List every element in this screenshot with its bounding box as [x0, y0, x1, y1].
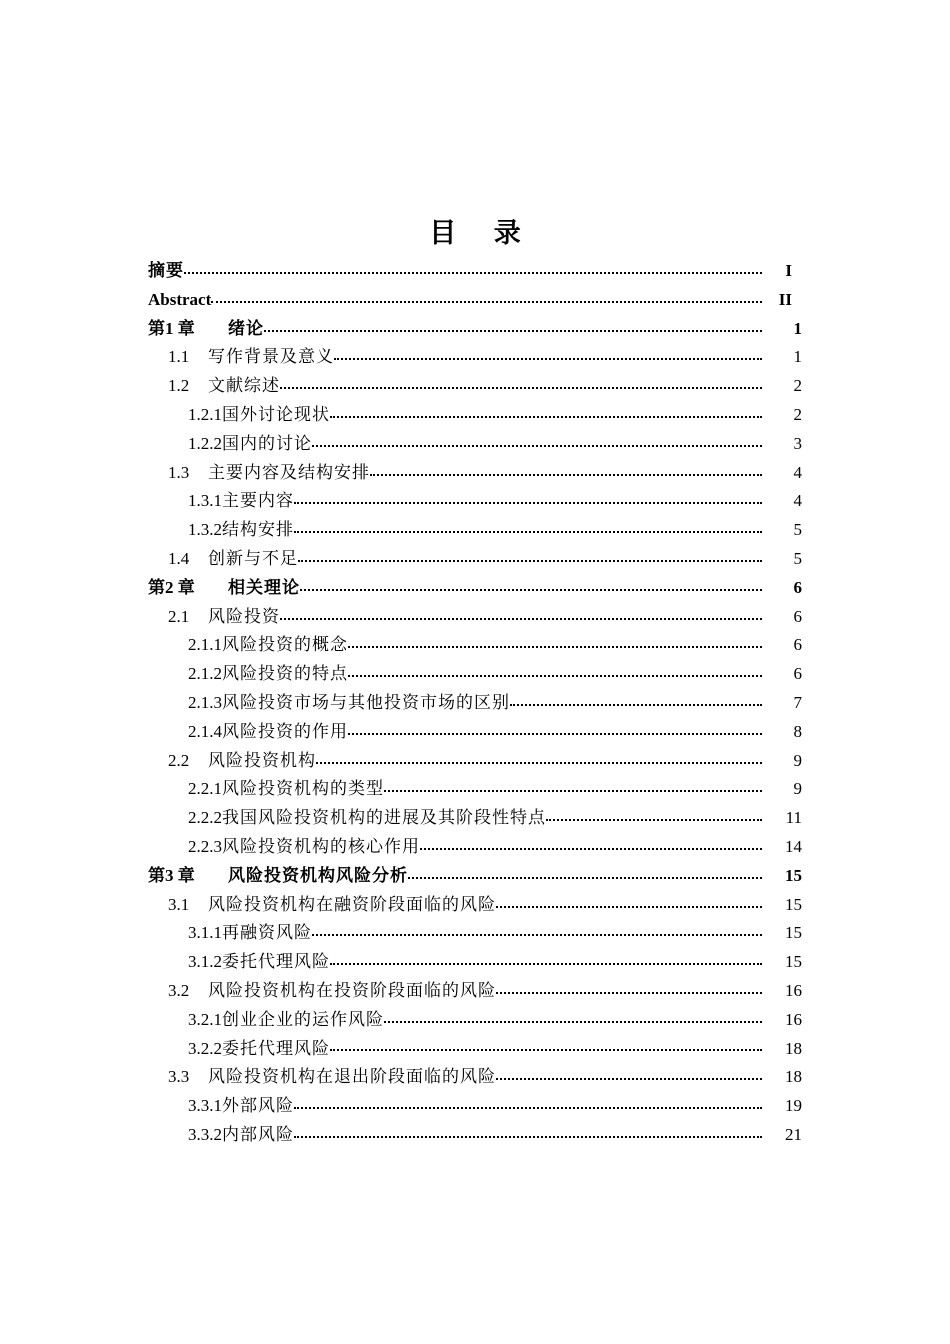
- toc-entry-number: 第3 章: [148, 865, 195, 885]
- toc-page-number: 16: [785, 1009, 802, 1029]
- toc-page-number: 18: [785, 1067, 802, 1087]
- toc-entry-label: [188, 718, 762, 747]
- toc-page-number: 16: [785, 980, 802, 1000]
- toc-entry-label: [168, 747, 762, 776]
- toc-section-entry[interactable]: [148, 372, 802, 401]
- toc-page-number: 15: [785, 952, 802, 972]
- dot-leader: [384, 1008, 762, 1025]
- toc-page-number: 1: [793, 318, 802, 338]
- toc-entry-title: 风险投资机构在退出阶段面临的风险: [208, 1067, 496, 1088]
- dot-leader: [420, 835, 762, 852]
- toc-chapter-entry[interactable]: [148, 286, 802, 315]
- toc-chapter-entry[interactable]: [148, 315, 802, 344]
- toc-entry-label: [188, 1035, 762, 1064]
- toc-entry-label: [188, 1121, 762, 1150]
- toc-entry-title: 内部风险: [222, 1124, 294, 1145]
- toc-subsection-entry[interactable]: [148, 631, 802, 660]
- toc-entry-number: 2.1.1: [188, 635, 222, 655]
- toc-subsection-entry[interactable]: [148, 516, 802, 545]
- toc-entry-number: 2.2.2: [188, 808, 222, 828]
- toc-entry-title: 风险投资: [208, 606, 280, 627]
- toc-subsection-entry[interactable]: [148, 689, 802, 718]
- page-title: 目 录: [429, 218, 535, 249]
- toc-entry-title: 外部风险: [222, 1096, 294, 1117]
- toc-chapter-entry[interactable]: [148, 862, 802, 891]
- toc-entry-label: [168, 459, 762, 488]
- toc-subsection-entry[interactable]: [148, 718, 802, 747]
- toc-section-entry[interactable]: [148, 603, 802, 632]
- toc-entry-number: 2.1.3: [188, 692, 222, 712]
- toc-entry-title: 主要内容及结构安排: [208, 462, 370, 483]
- toc-entry-label: [188, 1092, 762, 1121]
- dot-leader: [496, 1065, 762, 1082]
- toc-entry-label: [188, 919, 762, 948]
- toc-entry-title: 再融资风险: [222, 923, 312, 944]
- toc-entry-title: 风险投资机构的核心作用: [222, 836, 420, 857]
- dot-leader: [312, 432, 762, 449]
- toc-entry-label: [168, 977, 762, 1006]
- toc-entry-label: [188, 487, 762, 516]
- dot-leader: [280, 605, 762, 622]
- dot-leader: [496, 979, 762, 996]
- dot-leader: [348, 633, 762, 650]
- dot-leader: [334, 345, 762, 362]
- toc-entry-title: 风险投资的概念: [222, 635, 348, 656]
- toc-page-number: 19: [785, 1096, 802, 1116]
- toc-entry-title: 风险投资机构风险分析: [228, 865, 408, 886]
- toc-entry-title: 风险投资机构的类型: [222, 779, 384, 800]
- toc-page-number: 8: [793, 721, 802, 741]
- toc-page-number: II: [778, 289, 792, 309]
- toc-entry-label: [148, 862, 762, 891]
- dot-leader: [510, 691, 762, 708]
- toc-page-number: 3: [793, 433, 802, 453]
- toc-section-entry[interactable]: [148, 1063, 802, 1092]
- toc-entry-number: 第1 章: [148, 318, 195, 338]
- toc-entry-title: 风险投资的作用: [222, 721, 348, 742]
- toc-entry-title: 国外讨论现状: [222, 404, 330, 425]
- toc-subsection-entry[interactable]: [148, 804, 802, 833]
- toc-entry-label: [188, 401, 762, 430]
- toc-entry-label: [188, 948, 762, 977]
- toc-entry-title: 委托代理风险: [222, 1038, 330, 1059]
- toc-entry-label: [188, 430, 762, 459]
- toc-entry-title: 风险投资市场与其他投资市场的区别: [222, 692, 510, 713]
- toc-subsection-entry[interactable]: [148, 487, 802, 516]
- dot-leader: [330, 950, 762, 967]
- dot-leader: [312, 921, 762, 938]
- toc-subsection-entry[interactable]: [148, 401, 802, 430]
- toc-page-number: 1: [793, 347, 802, 367]
- toc-entry-label: [168, 891, 762, 920]
- toc-subsection-entry[interactable]: [148, 833, 802, 862]
- toc-entry-number: 1.3: [168, 462, 190, 482]
- toc-page-number: 15: [785, 865, 802, 885]
- toc-entry-label: [188, 775, 762, 804]
- toc-entry-number: 3.2.2: [188, 1038, 222, 1058]
- toc-entry-number: 3.3.1: [188, 1096, 222, 1116]
- toc-entry-label: [148, 574, 762, 603]
- dot-leader: [294, 1094, 762, 1111]
- toc-page-number: I: [785, 261, 792, 280]
- toc-entry-label: [188, 1006, 762, 1035]
- toc-entry-title: 文献综述: [208, 376, 280, 397]
- toc-section-entry[interactable]: [148, 891, 802, 920]
- toc-page-number: 6: [793, 606, 802, 626]
- dot-leader: [211, 288, 762, 305]
- toc-entry-title: 主要内容: [222, 491, 294, 512]
- toc-subsection-entry[interactable]: [148, 1092, 802, 1121]
- toc-entry-label: [168, 343, 762, 372]
- toc-entry-number: 3.2: [168, 980, 190, 1000]
- toc-entry-number: 1.4: [168, 548, 190, 568]
- toc-entry-number: 2.1: [168, 606, 190, 626]
- toc-section-entry[interactable]: [148, 459, 802, 488]
- toc-page-number: 5: [793, 520, 802, 540]
- toc-entry-title: 风险投资机构在融资阶段面临的风险: [208, 894, 496, 915]
- toc-subsection-entry[interactable]: [148, 775, 802, 804]
- toc-chapter-entry[interactable]: [148, 257, 802, 286]
- toc-page-number: 2: [793, 376, 802, 396]
- dot-leader: [280, 374, 762, 391]
- toc-page-number: 14: [785, 836, 802, 856]
- dot-leader: [298, 547, 762, 564]
- toc-entry-label: [168, 372, 762, 401]
- toc-entry-label: [168, 603, 762, 632]
- dot-leader: [408, 864, 762, 881]
- toc-entry-number: 1.3.1: [188, 491, 222, 511]
- toc-entry-title: 风险投资机构: [208, 750, 316, 771]
- dot-leader: [330, 403, 762, 420]
- toc-entry-number: 3.1.2: [188, 952, 222, 972]
- toc-entry-label: [188, 833, 762, 862]
- toc-entry-label: [148, 315, 762, 344]
- toc-entry-title: 相关理论: [228, 577, 300, 598]
- dot-leader: [370, 461, 762, 478]
- toc-subsection-entry[interactable]: [148, 1121, 802, 1150]
- toc-section-entry[interactable]: [148, 747, 802, 776]
- toc-entry-number: 1.2: [168, 376, 190, 396]
- toc-entry-title: 绪论: [228, 318, 264, 339]
- toc-page-number: 6: [793, 664, 802, 684]
- toc-entry-title: 风险投资机构在投资阶段面临的风险: [208, 980, 496, 1001]
- dot-leader: [330, 1037, 762, 1054]
- toc-entry-label: [168, 1063, 762, 1092]
- toc-entry-label: [188, 631, 762, 660]
- toc-entry-label: [148, 257, 762, 286]
- toc-entry-label: [188, 689, 762, 718]
- toc-entry-number: 1.2.2: [188, 433, 222, 453]
- toc-entry-title: 摘要: [148, 261, 184, 281]
- toc-page-number: 7: [793, 692, 802, 712]
- toc-page-number: 9: [793, 779, 802, 799]
- toc-entry-label: [188, 804, 762, 833]
- toc-entry-number: 3.1: [168, 894, 190, 914]
- dot-leader: [348, 720, 762, 737]
- toc-page-number: 15: [785, 923, 802, 943]
- toc-section-entry[interactable]: [148, 977, 802, 1006]
- toc-entry-label: [168, 545, 762, 574]
- toc-chapter-entry[interactable]: [148, 574, 802, 603]
- toc-entry-title: 国内的讨论: [222, 433, 312, 454]
- dot-leader: [264, 317, 762, 334]
- toc-entry-number: 1.3.2: [188, 520, 222, 540]
- table-of-contents: [148, 257, 802, 1150]
- toc-entry-number: 2.1.4: [188, 721, 222, 741]
- toc-section-entry[interactable]: [148, 343, 802, 372]
- toc-entry-number: 3.2.1: [188, 1009, 222, 1029]
- dot-leader: [384, 777, 762, 794]
- toc-entry-number: 2.1.2: [188, 664, 222, 684]
- dot-leader: [294, 489, 762, 506]
- toc-entry-number: 3.3: [168, 1067, 190, 1087]
- toc-page-number: 4: [793, 491, 802, 511]
- dot-leader: [316, 749, 762, 766]
- toc-entry-title: 我国风险投资机构的进展及其阶段性特点: [222, 808, 546, 829]
- toc-entry-title: 写作背景及意义: [208, 347, 334, 368]
- toc-entry-number: 第2 章: [148, 577, 195, 597]
- toc-entry-title: 结构安排: [222, 520, 294, 541]
- toc-entry-label: [148, 286, 762, 315]
- dot-leader: [294, 518, 762, 535]
- toc-page-number: 9: [793, 750, 802, 770]
- toc-entry-number: 3.3.2: [188, 1124, 222, 1144]
- dot-leader: [184, 259, 762, 276]
- toc-entry-title: 创业企业的运作风险: [222, 1009, 384, 1030]
- toc-entry-number: 1.1: [168, 347, 190, 367]
- toc-entry-number: 2.2.1: [188, 779, 222, 799]
- dot-leader: [496, 893, 762, 910]
- toc-section-entry[interactable]: [148, 545, 802, 574]
- toc-entry-title: 风险投资的特点: [222, 664, 348, 685]
- dot-leader: [294, 1123, 762, 1140]
- dot-leader: [546, 806, 762, 823]
- toc-entry-number: 1.2.1: [188, 404, 222, 424]
- toc-page-number: 4: [793, 462, 802, 482]
- toc-entry-number: 2.2: [168, 750, 190, 770]
- toc-entry-title: Abstract: [148, 289, 212, 309]
- toc-page-number: 6: [793, 577, 802, 597]
- toc-subsection-entry[interactable]: [148, 1006, 802, 1035]
- toc-page-number: 6: [793, 635, 802, 655]
- toc-subsection-entry[interactable]: [148, 919, 802, 948]
- toc-entry-label: [188, 516, 762, 545]
- toc-page-number: 2: [793, 404, 802, 424]
- toc-subsection-entry[interactable]: [148, 430, 802, 459]
- toc-page-number: 15: [785, 894, 802, 914]
- toc-subsection-entry[interactable]: [148, 1035, 802, 1064]
- dot-leader: [300, 576, 762, 593]
- toc-entry-number: 2.2.3: [188, 836, 222, 856]
- toc-entry-label: [188, 660, 762, 689]
- toc-entry-number: 3.1.1: [188, 923, 222, 943]
- toc-page-number: 21: [785, 1124, 802, 1144]
- toc-page-number: 18: [785, 1038, 802, 1058]
- toc-subsection-entry[interactable]: [148, 660, 802, 689]
- toc-page-number: 11: [785, 808, 802, 828]
- toc-entry-title: 创新与不足: [208, 548, 298, 569]
- toc-page-number: 5: [793, 548, 802, 568]
- toc-entry-title: 委托代理风险: [222, 952, 330, 973]
- toc-subsection-entry[interactable]: [148, 948, 802, 977]
- dot-leader: [348, 662, 762, 679]
